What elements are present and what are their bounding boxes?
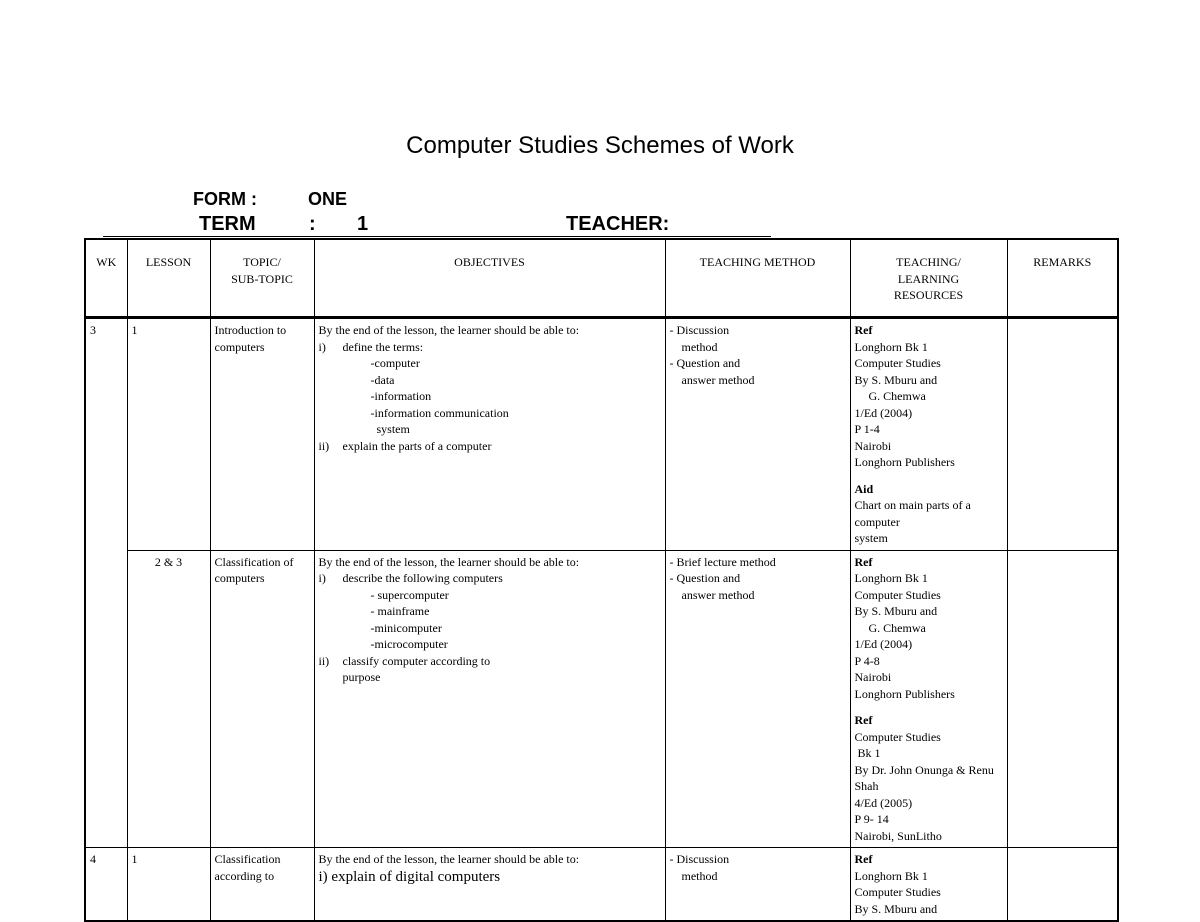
table-header-row bbox=[85, 239, 1118, 318]
remarks-cell bbox=[1007, 550, 1118, 848]
header-topic: TOPIC/ SUB-TOPIC bbox=[210, 239, 314, 318]
objectives-cell: By the end of the lesson, the learner should be able to: i) explain of digital computers bbox=[314, 848, 665, 922]
teaching-method-cell: - Discussion method bbox=[665, 848, 850, 922]
objectives-cell: By the end of the lesson, the learner should be able to: i) describe the following computers - supercomputer - mainframe -minicomputer -microcomputer ii) classify computer according to purpose bbox=[314, 550, 665, 848]
teacher-label: TEACHER: bbox=[566, 213, 670, 235]
lesson-cell: 1 bbox=[127, 318, 210, 551]
table-row bbox=[85, 550, 1118, 848]
wk-cell: 3 bbox=[85, 318, 127, 848]
header-resources: TEACHING/ LEARNING RESOURCES bbox=[850, 239, 1007, 318]
teaching-method-cell: - Brief lecture method - Question and answer method bbox=[665, 550, 850, 848]
lesson-cell: 1 bbox=[127, 848, 210, 922]
schemes-table bbox=[84, 238, 1119, 922]
remarks-cell bbox=[1007, 318, 1118, 551]
topic-cell: Classification according to bbox=[210, 848, 314, 922]
objectives-cell: By the end of the lesson, the learner should be able to: i) define the terms: -computer -data -information -information communication system ii) explain the parts of a computer bbox=[314, 318, 665, 551]
header-teaching-method: TEACHING METHOD bbox=[665, 239, 850, 318]
wk-cell: 4 bbox=[85, 848, 127, 922]
table-row bbox=[85, 848, 1118, 922]
term-value: 1 bbox=[357, 213, 369, 235]
topic-cell: Classification of computers bbox=[210, 550, 314, 848]
remarks-cell bbox=[1007, 848, 1118, 922]
header-remarks: REMARKS bbox=[1007, 239, 1118, 318]
form-value: ONE bbox=[308, 189, 348, 209]
table-row bbox=[85, 318, 1118, 551]
header-lesson: LESSON bbox=[127, 239, 210, 318]
term-colon: : bbox=[309, 213, 316, 235]
term-label: TERM bbox=[199, 213, 256, 235]
resources-cell: Ref Longhorn Bk 1 Computer Studies By S. Mburu and G. Chemwa 1/Ed (2004) P 4-8 Nairobi Longhorn Publishers Ref Computer Studies Bk 1 By Dr. John Onunga & Renu Shah 4/Ed (2005) P 9- 14 Nairobi, SunLitho bbox=[850, 550, 1007, 848]
resources-cell: Ref Longhorn Bk 1 Computer Studies By S. Mburu and G. Chemwa 1/Ed (2004) P 1-4 Nairobi Longhorn Publishers Aid Chart on main parts of a computer system bbox=[850, 318, 1007, 551]
form-label: FORM : bbox=[193, 189, 257, 209]
header-wk: WK bbox=[85, 239, 127, 318]
lesson-cell: 2 & 3 bbox=[127, 550, 210, 848]
topic-cell: Introduction to computers bbox=[210, 318, 314, 551]
document-title: Computer Studies Schemes of Work bbox=[406, 132, 794, 159]
teaching-method-cell: - Discussion method - Question and answer method bbox=[665, 318, 850, 551]
header-objectives: OBJECTIVES bbox=[314, 239, 665, 318]
resources-cell: Ref Longhorn Bk 1 Computer Studies By S. Mburu and bbox=[850, 848, 1007, 922]
